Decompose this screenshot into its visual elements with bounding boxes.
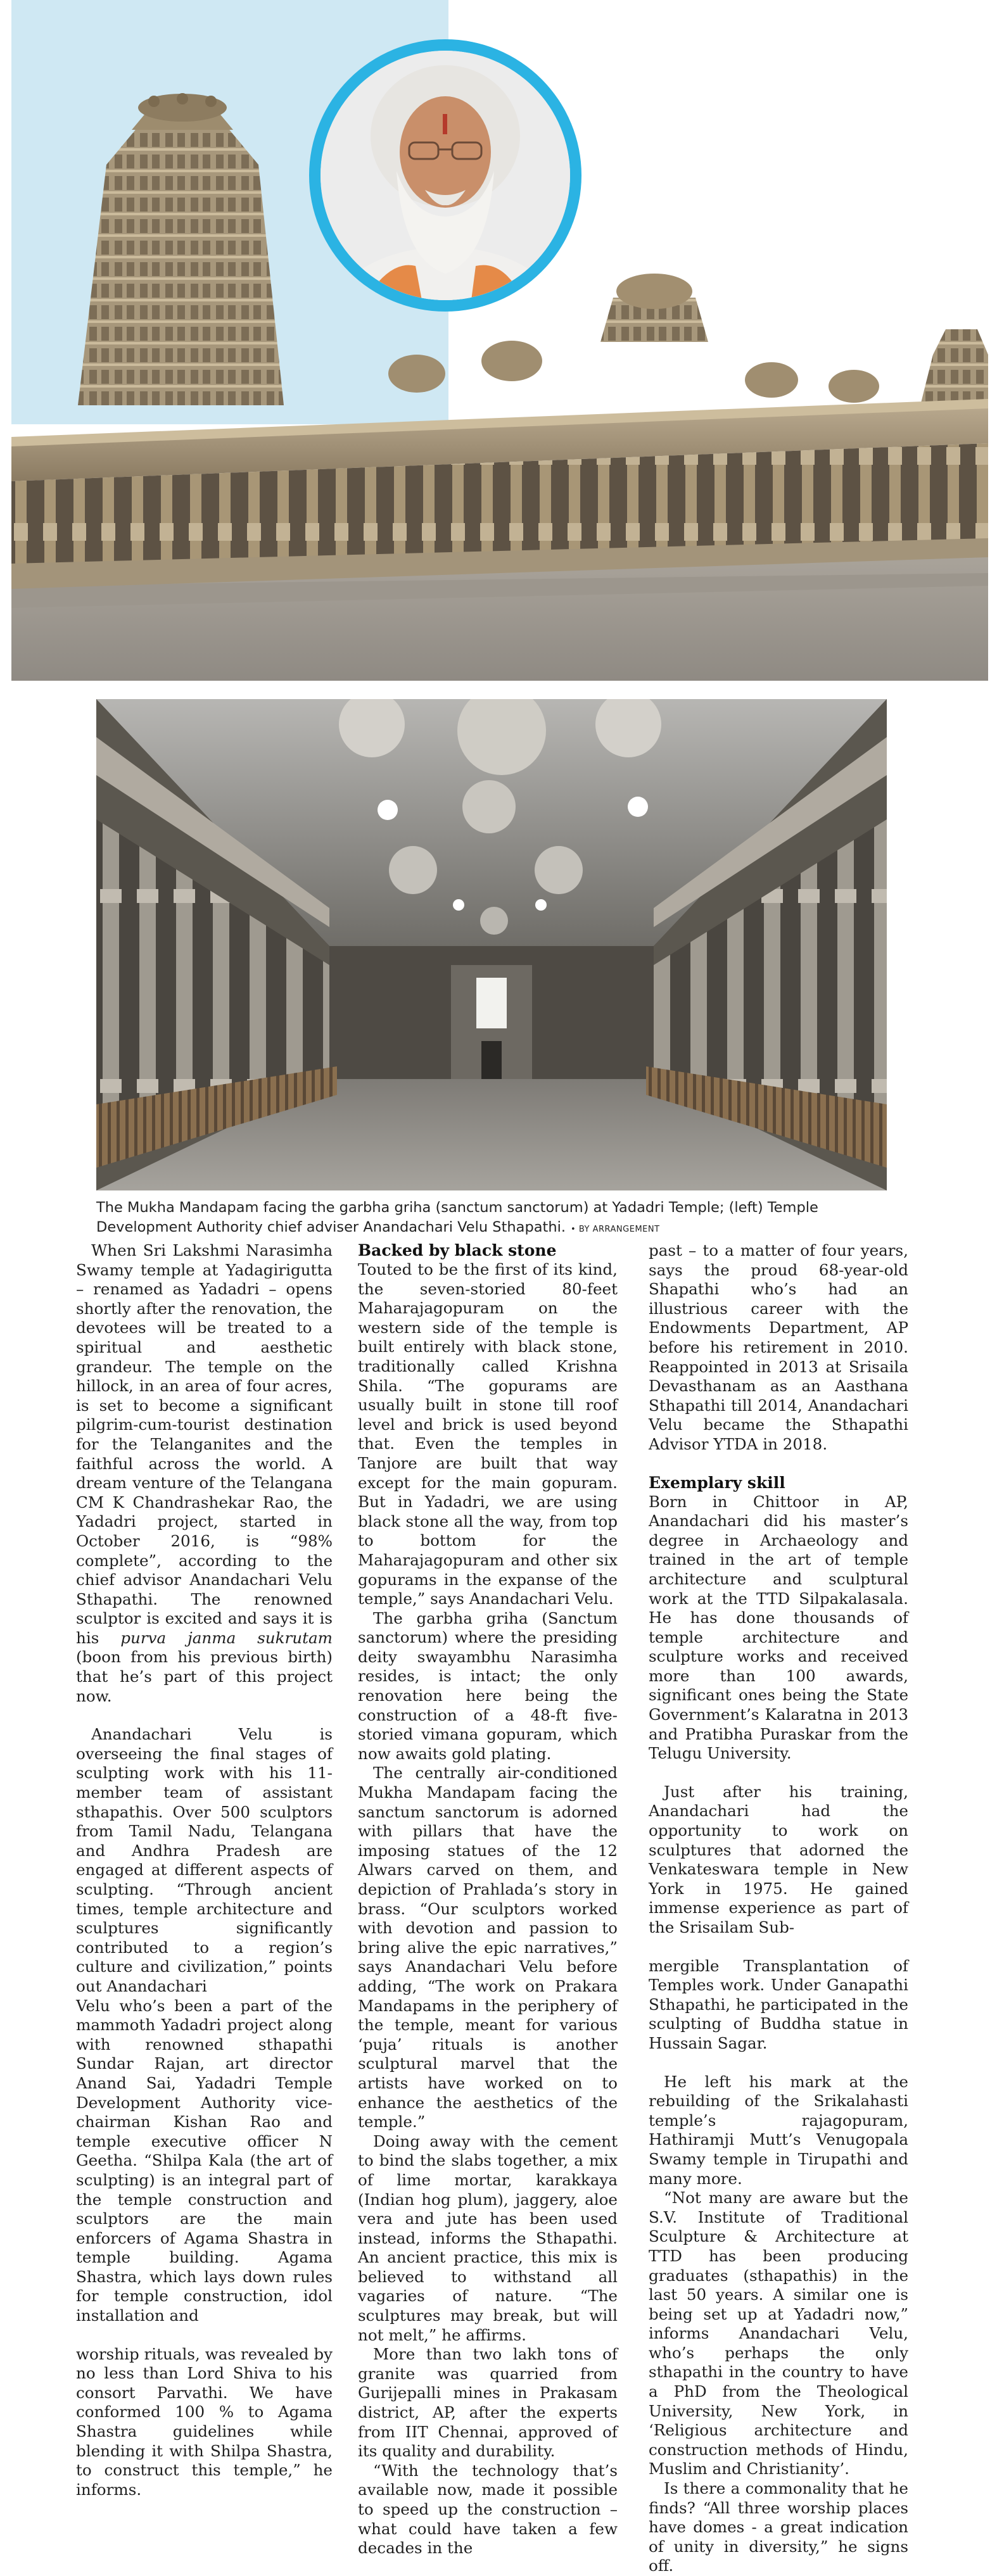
- italic-phrase: purva janma sukrutam: [120, 1628, 333, 1647]
- article-paragraph: The centrally air-conditioned Mukha Mandapam facing the sanctum sanctorum is adorned with pillars that have the imposing statues of the 12 Alwars carved on them, and depiction of Prahlada’s story in brass. “Our sculptors worked with devotion and passion to bring alive the epic narratives,” says Anandachari Velu before adding, “The work on Prakara Mandapams in the periphery of the temple, meant for various ‘puja’ rituals is another sculptural marvel that the artists have worked on to enhance the aesthetics of the temple.”: [358, 1764, 618, 2131]
- article-paragraph: Velu who’s been a part of the mammoth Yadadri project along with renowned sthapathi Sundar Rajan, art director Anand Sai, Yadadri Temple Development Authority vice-chairman Kishan Rao and temple executive officer N Geetha. “Shilpa Kala (the art of sculpting) is an integral part of the temple construction and sculptors are the main enforcers of Agama Shastra in temple building. Agama Shastra, which lays down rules for temple construction, idol installation and: [76, 1996, 333, 2325]
- article-paragraph: [76, 1241, 333, 1706]
- sthapathi-portrait: [309, 39, 581, 312]
- article-paragraph: More than two lakh tons of granite was quarried from Gurijepalli mines in Prakasam district, AP, after the experts from IIT Chennai, approved of its quality and durability.: [358, 2345, 618, 2461]
- article-column-1: [76, 1241, 333, 2499]
- article-column-3: [649, 1241, 908, 2576]
- caption-text: The Mukha Mandapam facing the garbha griha (sanctum sanctorum) at Yadadri Temple; (left) Temple Development Authority chief adviser Anandachari Velu Sthapathi.: [96, 1199, 818, 1235]
- paragraph-text: When Sri Lakshmi Narasimha Swamy temple at Yadagirigutta – renamed as Yadadri – opens shortly after the renovation, the devotees will be treated to a spiritual and aesthetic grandeur. The temple on the hillock, in an area of four acres, is set to become a significant pilgrim-cum-tourist destination for the Telanganites and the faithful across the world. A dream venture of the Telangana CM K Chandrashekar Rao, the Yadadri project, started in October 2016, is “98% complete”, according to the chief advisor Anandachari Velu Sthapathi. The renowned sculptor is excited and says it is his: [76, 1241, 333, 1647]
- photo-caption: [96, 1198, 894, 1239]
- article-paragraph: He left his mark at the rebuilding of the Srikalahasti temple’s rajagopuram, Hathiramji Mutt’s Venugopala Swamy temple in Tirupathi and many more.: [649, 2072, 908, 2188]
- mukha-mandapam-photo: [96, 699, 887, 1190]
- article-paragraph: Doing away with the cement to bind the slabs together, a mix of lime mortar, karakkaya (Indian hog plum), jaggery, aloe vera and jute has been used instead, informs the Sthapathi. An ancient practice, this mix is believed to withstand all vagaries of nature. “The sculptures may break, but will not melt,” he affirms.: [358, 2131, 618, 2344]
- photo-credit: • BY ARRANGEMENT: [571, 1225, 660, 1234]
- article-paragraph: Touted to be the first of its kind, the seven-storied 80-feet Maharajagopuram on the western side of the temple is built entirely with black stone, traditionally called Krishna Shila. “The gopurams are usually built in stone till roof level and brick is used beyond that. Even the temples in Tanjore are built that way except for the main gopuram. But in Yadadri, we are using black stone all the way, from top to bottom for the Maharajagopuram and other six gopurams in the expanse of the temple,” says Anandachari Velu.: [358, 1260, 618, 1608]
- portrait-illustration: [321, 51, 570, 300]
- article-paragraph: mergible Transplantation of Temples work. Under Ganapathi Sthapathi, he participated in the sculpting of Buddha statue in Hussain Sagar.: [649, 1956, 908, 2052]
- article-paragraph: “With the technology that’s available now, made it possible to speed up the construction – what could have taken a few decades in the: [358, 2461, 618, 2558]
- article-paragraph: The garbha griha (Sanctum sanctorum) where the presiding deity swayambhu Narasimha resides, is intact; the only renovation here being the construction of a 48-ft five-storied vimana gopuram, which now awaits gold plating.: [358, 1608, 618, 1763]
- section-heading: Backed by black stone: [358, 1241, 557, 1260]
- article-paragraph: Born in Chittoor in AP, Anandachari did his master’s degree in Archaeology and trained in the art of temple architecture and sculptural work at the TTD Silpakalasala. He has done thousands of temple architecture and sculpture works and received more than 100 awards, significant ones being the State Government’s Kalaratna in 2013 and Pratibha Puraskar from the Telugu University.: [649, 1492, 908, 1763]
- article-paragraph: Is there a commonality that he finds? “All three worship places have domes - a great indication of unity in diversity,” he signs off.: [649, 2479, 908, 2575]
- article-paragraph: past – to a matter of four years, says the proud 68-year-old Shapathi who’s had an illustrious career with the Endowments Department, AP before his retirement in 2010. Reappointed in 2013 at Srisaila Devasthanam as an Aasthana Sthapathi till 2014, Anandachari Velu became the Sthapathi Advisor YTDA in 2018.: [649, 1241, 908, 1453]
- article-paragraph: worship rituals, was revealed by no less than Lord Shiva to his consort Parvathi. We have conformed 100 % to Agama Shastra guidelines while blending it with Shilpa Shastra, to construct this temple,” he informs.: [76, 2344, 333, 2499]
- section-heading: Exemplary skill: [649, 1473, 785, 1492]
- article-paragraph: “Not many are aware but the S.V. Institute of Traditional Sculpture & Architecture at TTD has been producing graduates (sthapathis) in the last 50 years. A similar one is being set up at Yadadri now,” informs Anandachari Velu, who’s perhaps the only sthapathi in the country to have a PhD from the Theological University, New York, in ‘Religious architecture and construction methods of Hindu, Muslim and Christianity’.: [649, 2188, 908, 2478]
- article-column-2: [358, 1241, 618, 2558]
- article-paragraph: Anandachari Velu is overseeing the final stages of sculpting work with his 11-member team of assistant sthapathis. Over 500 sculptors from Tamil Nadu, Telangana and Andhra Pradesh are engaged at different aspects of sculpting. “Through ancient times, temple architecture and sculptures significantly contributed to a region’s culture and civilization,” points out Anandachari: [76, 1725, 333, 1995]
- article-paragraph: Just after his training, Anandachari had the opportunity to work on sculptures that adorned the Venkateswara temple in New York in 1975. He gained immense experience as part of the Srisailam Sub-: [649, 1782, 908, 1936]
- mandapam-illustration: [96, 699, 887, 1190]
- paragraph-text: (boon from his previous birth) that he’s part of this project now.: [76, 1648, 333, 1705]
- temple-exterior-photo: [11, 0, 988, 681]
